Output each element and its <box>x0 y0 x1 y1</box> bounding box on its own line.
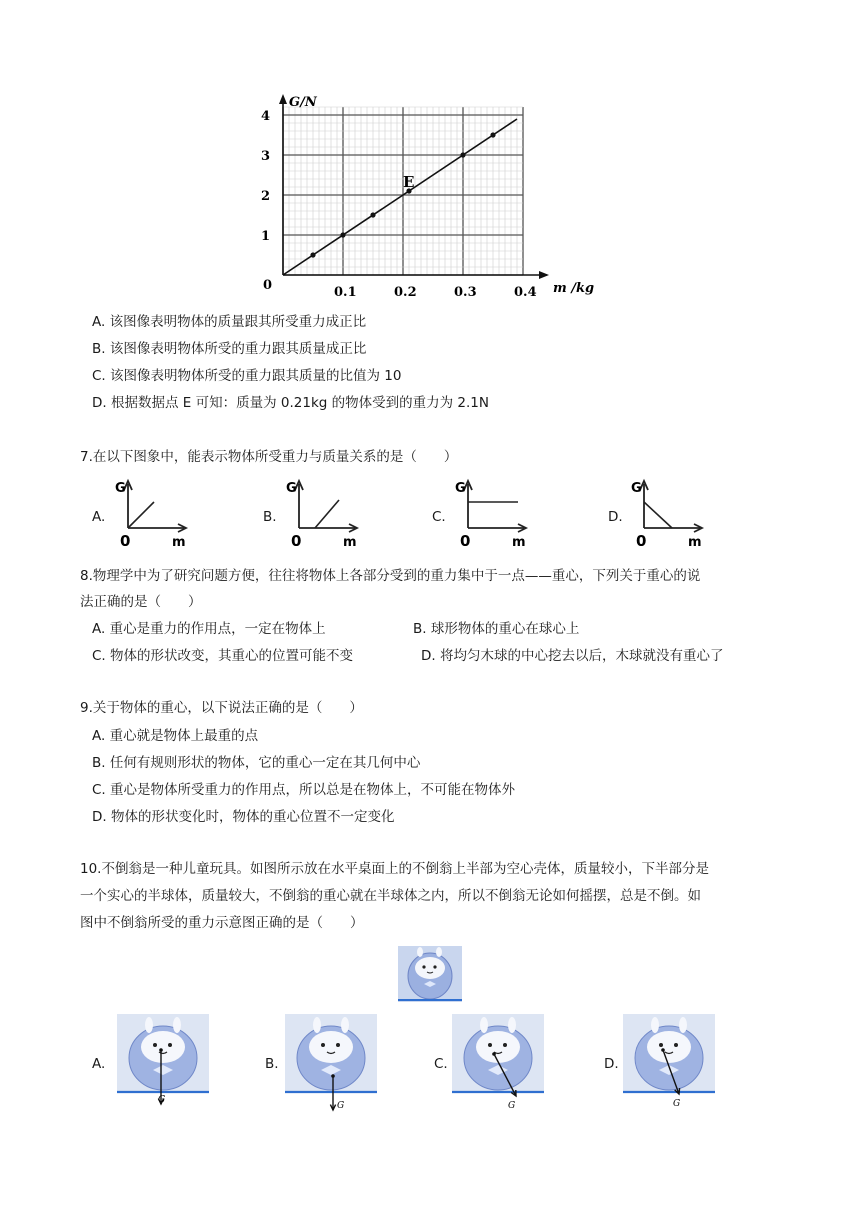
q8-option-d[interactable]: D. 将均匀木球的中心挖去以后，木球就没有重心了 <box>421 648 724 664</box>
tumbler-ear <box>508 1017 516 1033</box>
origin-label: 0 <box>263 278 273 293</box>
g-axis-label: G <box>631 481 642 496</box>
g-axis-label: G <box>115 481 126 496</box>
q10-option-b-tumbler-image[interactable] <box>285 1014 377 1118</box>
q6-option-d[interactable]: D. 根据数据点 E 可知：质量为 0.21kg 的物体受到的重力为 2.1N <box>92 395 489 411</box>
graph-line <box>128 502 154 528</box>
q6-option-a[interactable]: A. 该图像表明物体的质量跟其所受重力成正比 <box>92 314 367 330</box>
y-tick-label: 2 <box>261 189 271 204</box>
tumbler-eye <box>659 1043 663 1047</box>
tumbler-ear <box>480 1017 488 1033</box>
m-axis-label: m <box>512 535 526 550</box>
m-axis-label: m <box>172 535 186 550</box>
tumbler-eye <box>674 1043 678 1047</box>
y-tick-label: 1 <box>261 229 271 244</box>
tumbler-reference-image <box>398 946 462 1002</box>
origin-label: 0 <box>460 532 471 550</box>
gravity-label: G <box>508 1101 516 1111</box>
y-tick-labels <box>261 109 270 244</box>
tumbler-eye <box>153 1043 157 1047</box>
q7-option-d-label[interactable]: D. <box>608 509 623 525</box>
q10-option-d-tumbler-image[interactable] <box>623 1014 715 1118</box>
tumbler-ear <box>145 1017 153 1033</box>
q6-option-c[interactable]: C. 该图像表明物体所受的重力跟其质量的比值为 10 <box>92 368 402 384</box>
tumbler-ear <box>173 1017 181 1033</box>
q10-option-a-tumbler-image[interactable] <box>117 1014 209 1118</box>
q7-option-c-graph[interactable] <box>454 478 534 550</box>
x-tick-labels <box>334 285 537 300</box>
q6-option-b[interactable]: B. 该图像表明物体所受的重力跟其质量成正比 <box>92 341 367 357</box>
data-point <box>490 132 495 137</box>
tumbler-eye <box>336 1043 340 1047</box>
y-tick-label: 4 <box>261 109 271 124</box>
q7-option-a-graph[interactable] <box>114 478 194 550</box>
q8-option-c[interactable]: C. 物体的形状改变，其重心的位置可能不变 <box>92 648 354 664</box>
data-point <box>340 232 345 237</box>
y-tick-label: 3 <box>261 149 271 164</box>
q10-stem-line2: 一个实心的半球体，质量较大，不倒翁的重心就在半球体之内，所以不倒翁无论如何摇摆，总是不倒。如 <box>80 888 701 904</box>
gravity-label: G <box>673 1099 681 1109</box>
x-axis-label: m /kg <box>553 281 595 296</box>
q10-stem-line1: 10.不倒翁是一种儿童玩具。如图所示放在水平桌面上的不倒翁上半部为空心壳体，质量较小，下半部分是 <box>80 861 709 877</box>
tumbler-ear <box>341 1017 349 1033</box>
weight-mass-graph <box>250 90 620 305</box>
q8-option-b[interactable]: B. 球形物体的重心在球心上 <box>413 621 580 637</box>
x-tick-label: 0.2 <box>394 285 417 300</box>
y-axis-label: G/N <box>289 95 317 110</box>
tumbler-ear <box>313 1017 321 1033</box>
m-axis-label: m <box>688 535 702 550</box>
graph-line <box>315 500 339 528</box>
tumbler-eye <box>503 1043 507 1047</box>
origin-label: 0 <box>120 532 131 550</box>
x-tick-label: 0.4 <box>514 285 537 300</box>
q10-stem-line3: 图中不倒翁所受的重力示意图正确的是（ ） <box>80 915 364 931</box>
q7-option-d-graph[interactable] <box>630 478 710 550</box>
q9-option-a[interactable]: A. 重心就是物体上最重的点 <box>92 728 259 744</box>
q8-stem-line2: 法正确的是（ ） <box>80 594 202 610</box>
q10-option-a-label[interactable]: A. <box>92 1056 106 1072</box>
tumbler-face <box>141 1031 185 1063</box>
q7-option-a-label[interactable]: A. <box>92 509 106 525</box>
q7-option-b-graph[interactable] <box>285 478 365 550</box>
q10-option-d-label[interactable]: D. <box>604 1056 619 1072</box>
q7-stem: 7.在以下图象中，能表示物体所受重力与质量关系的是（ ） <box>80 449 458 465</box>
q9-option-d[interactable]: D. 物体的形状变化时，物体的重心位置不一定变化 <box>92 809 395 825</box>
q9-option-b[interactable]: B. 任何有规则形状的物体，它的重心一定在其几何中心 <box>92 755 421 771</box>
q7-option-b-label[interactable]: B. <box>263 509 277 525</box>
graph-line <box>644 502 672 528</box>
tumbler-face <box>476 1031 520 1063</box>
x-axis-arrow <box>539 271 549 279</box>
tumbler-face <box>647 1031 691 1063</box>
tumbler-eye <box>168 1043 172 1047</box>
m-axis-label: m <box>343 535 357 550</box>
point-e-label: E <box>403 173 415 191</box>
y-axis-arrow <box>279 94 287 104</box>
origin-label: 0 <box>636 532 647 550</box>
q10-option-b-label[interactable]: B. <box>265 1056 279 1072</box>
q10-option-c-label[interactable]: C. <box>434 1056 448 1072</box>
q10-option-c-tumbler-image[interactable] <box>452 1014 544 1118</box>
tumbler-ear <box>651 1017 659 1033</box>
x-tick-label: 0.3 <box>454 285 477 300</box>
q9-option-c[interactable]: C. 重心是物体所受重力的作用点，所以总是在物体上，不可能在物体外 <box>92 782 516 798</box>
q8-stem-line1: 8.物理学中为了研究问题方便，往往将物体上各部分受到的重力集中于一点——重心，下列关于重心的说 <box>80 568 701 584</box>
gravity-label: G <box>337 1101 345 1111</box>
q7-option-c-label[interactable]: C. <box>432 509 446 525</box>
graph-grid <box>283 107 523 275</box>
gravity-label: G <box>158 1095 166 1105</box>
g-axis-label: G <box>286 481 297 496</box>
q9-stem: 9.关于物体的重心，以下说法正确的是（ ） <box>80 700 363 716</box>
data-point <box>310 252 315 257</box>
tumbler-eye <box>488 1043 492 1047</box>
tumbler-ear <box>679 1017 687 1033</box>
data-point <box>370 212 375 217</box>
g-axis-label: G <box>455 481 466 496</box>
tumbler-face <box>309 1031 353 1063</box>
proportional-line <box>283 119 517 275</box>
q8-option-a[interactable]: A. 重心是重力的作用点，一定在物体上 <box>92 621 326 637</box>
origin-label: 0 <box>291 532 302 550</box>
tumbler-eye <box>321 1043 325 1047</box>
data-point <box>460 152 465 157</box>
x-tick-label: 0.1 <box>334 285 357 300</box>
